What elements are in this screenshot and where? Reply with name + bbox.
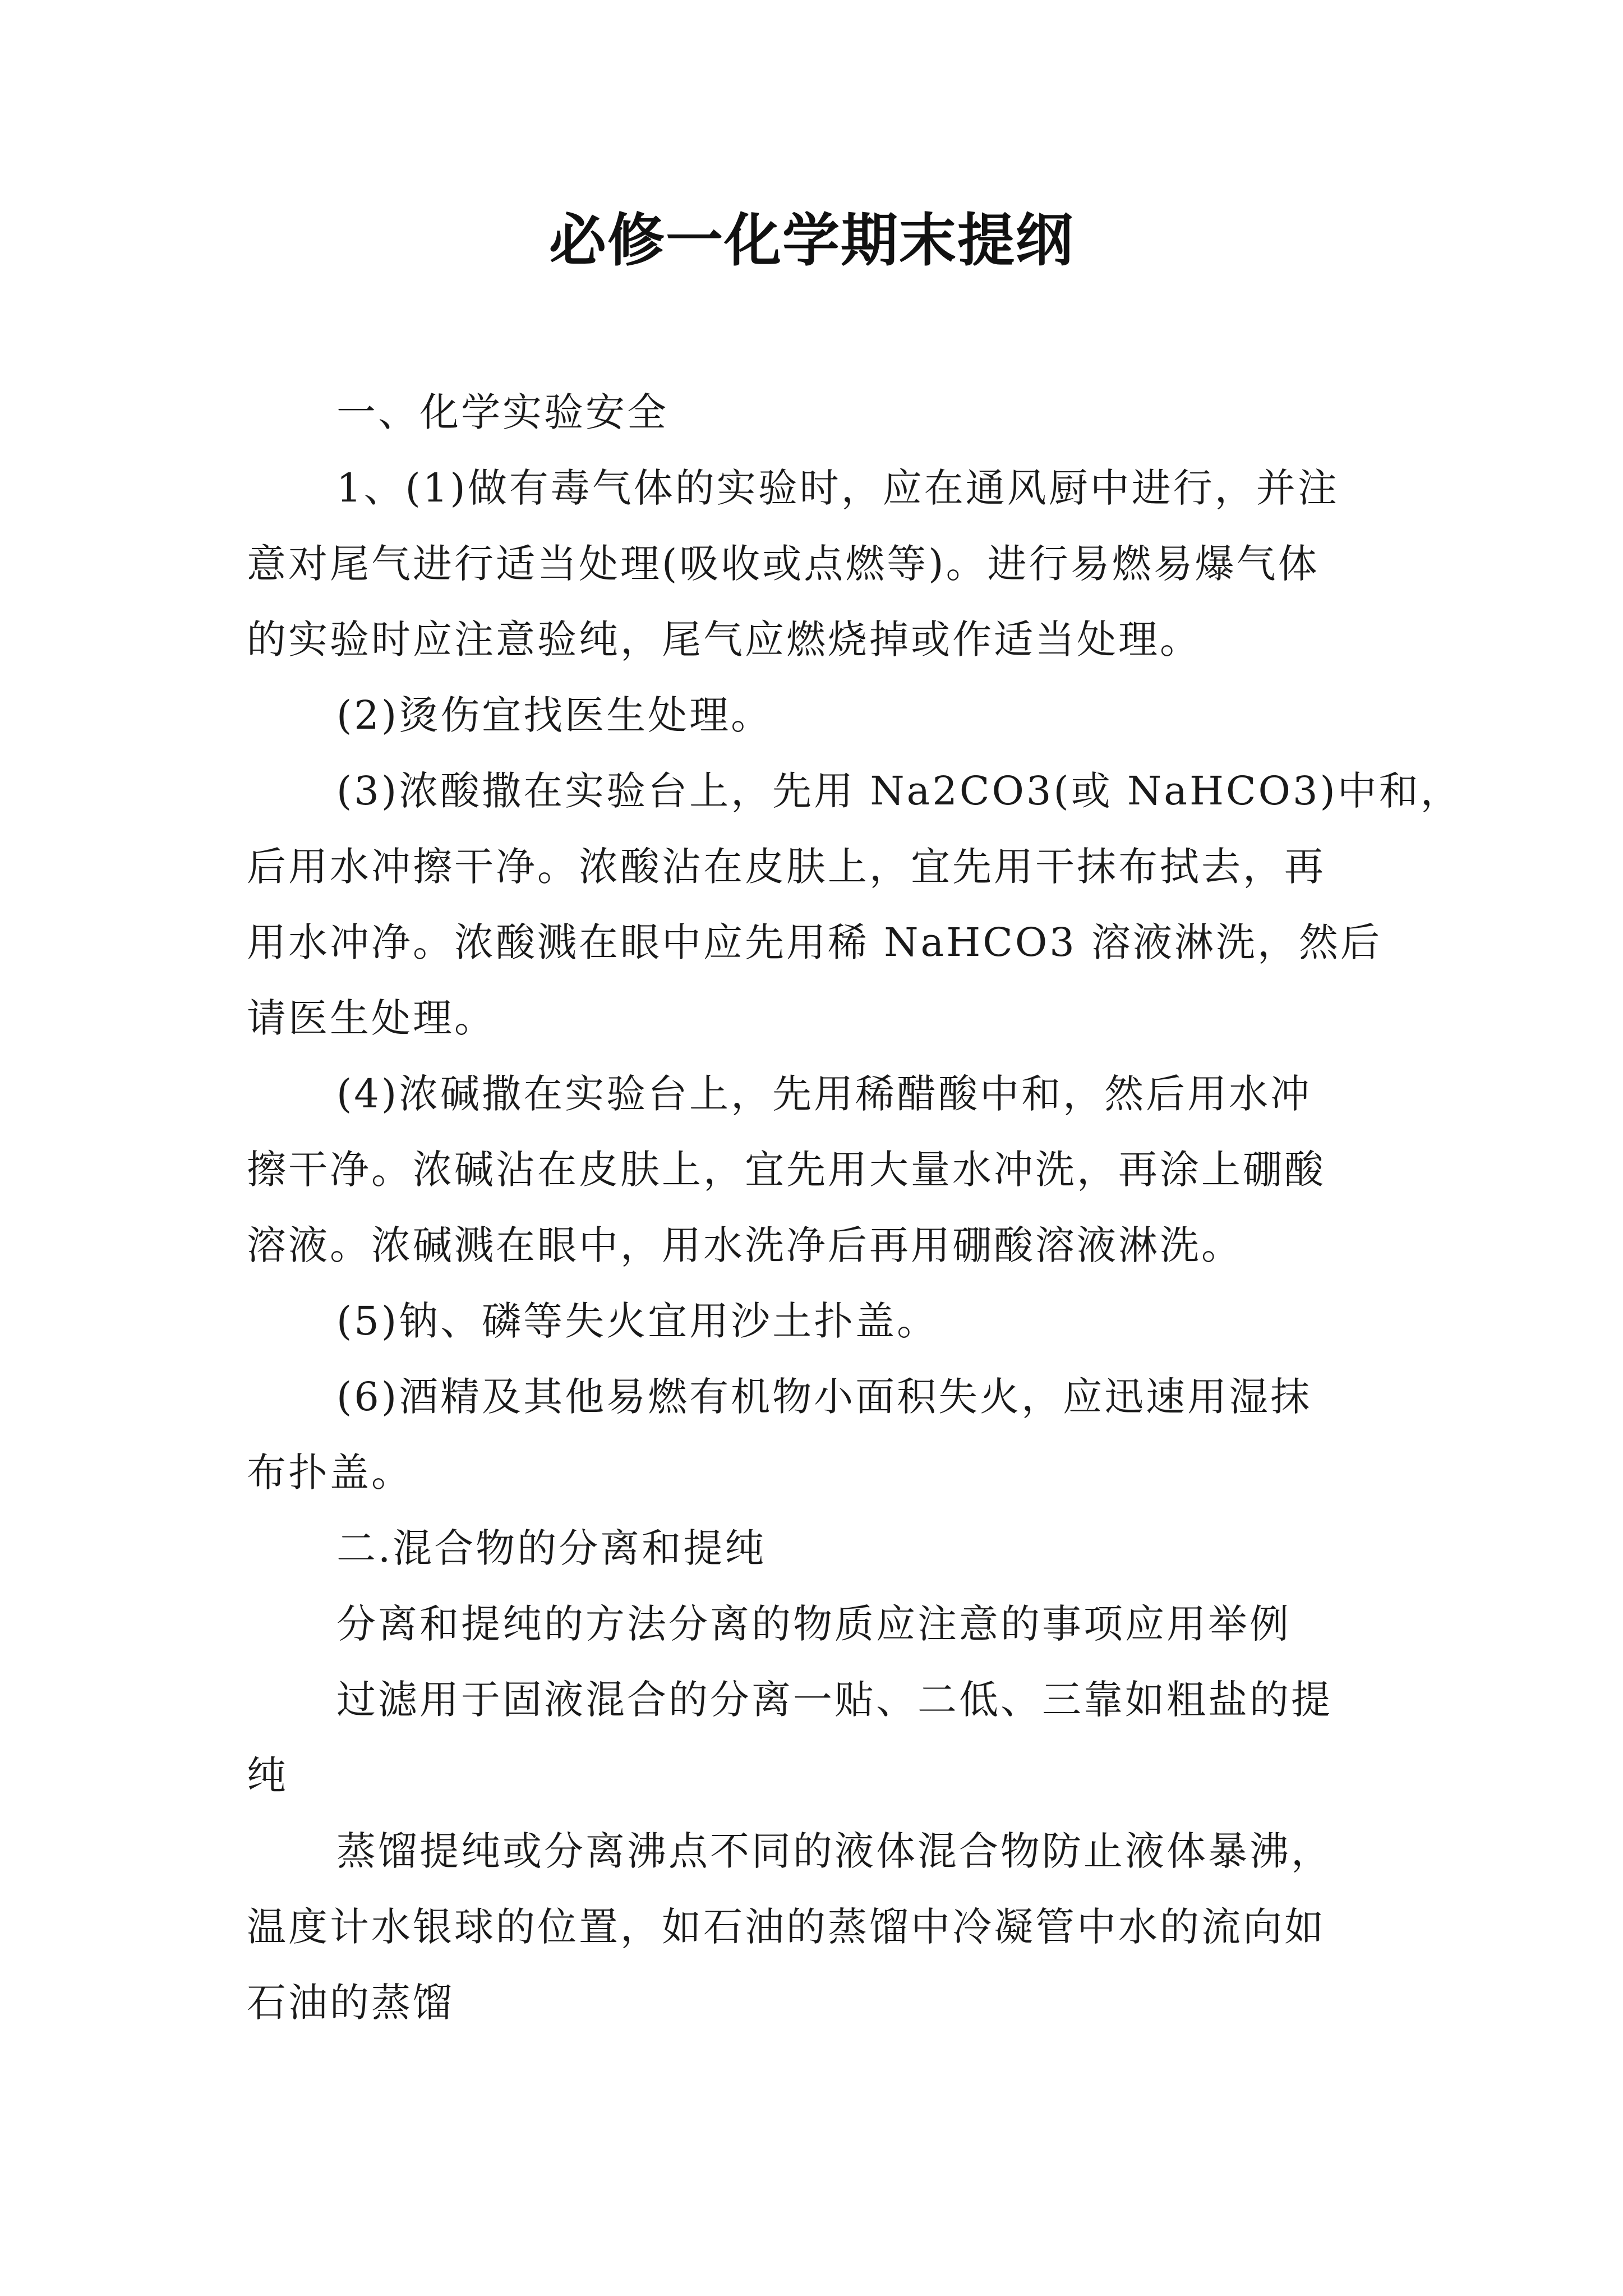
paragraph-line: 后用水冲擦干净。浓酸沾在皮肤上，宜先用干抹布拭去，再 <box>247 844 1326 890</box>
section-heading-lab-safety: 一、化学实验安全 <box>336 389 668 435</box>
paragraph-line: (3)浓酸撒在实验台上，先用 Na2CO3(或 NaHCO3)中和， <box>336 768 1462 814</box>
paragraph-line: 请医生处理。 <box>247 995 496 1041</box>
paragraph-line: (2)烫伤宜找医生处理。 <box>336 692 773 738</box>
paragraph-line: 分离和提纯的方法分离的物质应注意的事项应用举例 <box>336 1601 1291 1647</box>
paragraph-line: 石油的蒸馏 <box>247 1980 454 2026</box>
paragraph-line: (6)酒精及其他易燃有机物小面积失火，应迅速用湿抹 <box>336 1374 1312 1420</box>
paragraph-line: 蒸馏提纯或分离沸点不同的液体混合物防止液体暴沸， <box>336 1828 1332 1874</box>
paragraph-line: (5)钠、磷等失火宜用沙土扑盖。 <box>336 1298 939 1344</box>
paragraph-line: (4)浓碱撒在实验台上，先用稀醋酸中和，然后用水冲 <box>336 1071 1312 1117</box>
paragraph-line: 用水冲净。浓酸溅在眼中应先用稀 NaHCO3 溶液淋洗，然后 <box>247 919 1382 965</box>
paragraph-line: 过滤用于固液混合的分离一贴、二低、三靠如粗盐的提 <box>336 1677 1332 1723</box>
paragraph-line: 溶液。浓碱溅在眼中，用水洗净后再用硼酸溶液淋洗。 <box>247 1222 1243 1268</box>
paragraph-line: 布扑盖。 <box>247 1450 413 1496</box>
paragraph-line: 1、(1)做有毒气体的实验时，应在通风厨中进行，并注 <box>336 465 1339 511</box>
paragraph-line: 擦干净。浓碱沾在皮肤上，宜先用大量水冲洗，再涂上硼酸 <box>247 1147 1326 1193</box>
page-title: 必修一化学期末提纲 <box>549 208 1074 274</box>
paragraph-line: 纯 <box>247 1752 288 1798</box>
section-heading-separation: 二.混合物的分离和提纯 <box>336 1525 767 1571</box>
paragraph-line: 的实验时应注意验纯，尾气应燃烧掉或作适当处理。 <box>247 616 1201 662</box>
paragraph-line: 温度计水银球的位置，如石油的蒸馏中冷凝管中水的流向如 <box>247 1904 1326 1950</box>
paragraph-line: 意对尾气进行适当处理(吸收或点燃等)。进行易燃易爆气体 <box>247 541 1320 587</box>
